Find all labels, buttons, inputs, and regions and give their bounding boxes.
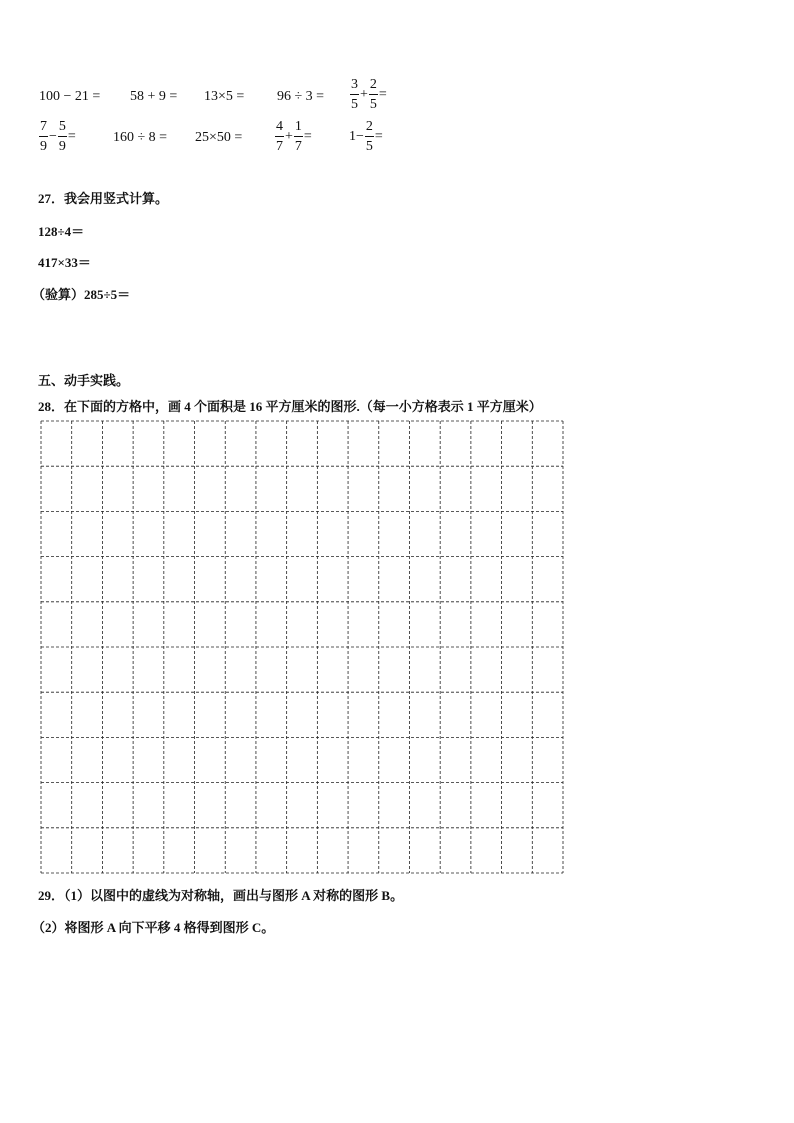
- question-29-part2: （2）将图形 A 向下平移 4 格得到图形 C。: [32, 920, 275, 935]
- q27-calc-b: 417×33＝: [38, 255, 91, 270]
- fraction: $\frac{3}{5}$: [351, 77, 358, 112]
- expr-160-div-8: 160 ÷ 8 =: [113, 130, 168, 145]
- expr-58-plus-9: 58 + 9 =: [130, 89, 178, 104]
- grid-paper: [40, 420, 564, 874]
- expr-13-times-5: 13×5 =: [204, 89, 245, 104]
- expr-96-div-3: 96 ÷ 3 =: [277, 89, 325, 104]
- expr-1-minus-2-5: 1− $\frac{2}{5}$ =: [349, 119, 383, 154]
- expr-fraction-3-5-plus-2-5: $\frac{3}{5}$ + $\frac{2}{5}$ =: [351, 77, 387, 112]
- question-29-part1: 29．（1）以图中的虚线为对称轴，画出与图形 A 对称的图形 B。: [38, 888, 404, 903]
- expr-fraction-7-9-minus-5-9: $\frac{7}{9}$ − $\frac{5}{9}$ =: [40, 119, 76, 154]
- fraction: $\frac{1}{7}$: [294, 119, 302, 154]
- expr-25-times-50: 25×50 =: [195, 130, 243, 145]
- fraction: $\frac{7}{9}$: [40, 119, 47, 154]
- expr-fraction-4-7-plus-1-7: $\frac{4}{7}$ + $\frac{1}{7}$ =: [276, 119, 312, 154]
- fraction: $\frac{2}{5}$: [369, 77, 377, 112]
- question-27-title: 27．我会用竖式计算。: [38, 191, 169, 206]
- fraction: $\frac{4}{7}$: [276, 119, 283, 154]
- fraction: $\frac{5}{9}$: [58, 119, 66, 154]
- q27-calc-c-check: （验算）285÷5＝: [32, 287, 131, 302]
- question-28-title: 28．在下面的方格中，画 4 个面积是 16 平方厘米的图形.（每一小方格表示 1 平方厘米）: [38, 399, 542, 414]
- section-5-title: 五、动手实践。: [38, 373, 130, 388]
- fraction: $\frac{2}{5}$: [365, 119, 373, 154]
- q27-calc-a: 128÷4＝: [38, 224, 85, 239]
- expr-100-minus-21: 100 − 21 =: [39, 89, 101, 104]
